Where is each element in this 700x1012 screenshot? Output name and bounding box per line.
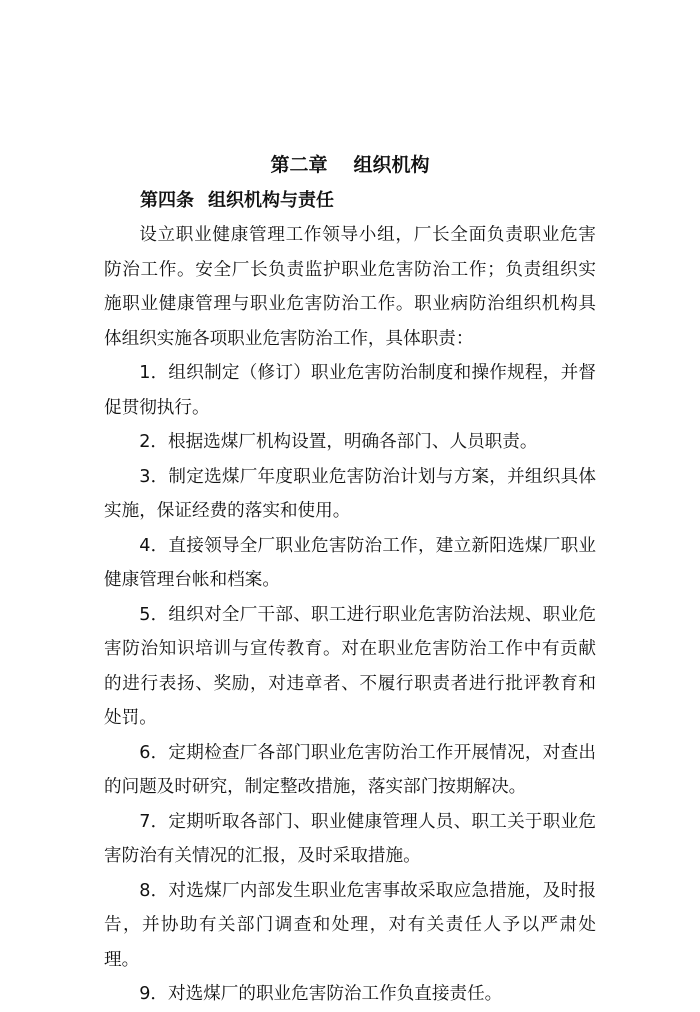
duty-item-6: 6．定期检查厂各部门职业危害防治工作开展情况，对查出的问题及时研究，制定整改措施，落实部门按期解决。 [104,742,596,797]
chapter-title: 组织机构 [353,154,430,176]
duty-item-4: 4．直接领导全厂职业危害防治工作，建立新阳选煤厂职业健康管理台帐和档案。 [104,535,596,590]
article-heading [140,186,334,212]
duty-item-3: 3．制定选煤厂年度职业危害防治计划与方案，并组织具体实施，保证经费的落实和使用。 [104,466,596,521]
duty-item-9: 9．对选煤厂的职业危害防治工作负直接责任。 [139,984,503,1004]
chapter-number: 第二章 [270,154,328,176]
article-title: 组织机构与责任 [208,190,334,211]
duty-item-7: 7．定期听取各部门、职业健康管理人员、职工关于职业危害防治有关情况的汇报，及时采取措施。 [104,811,596,866]
duty-item-5: 5．组织对全厂干部、职工进行职业危害防治法规、职业危害防治知识培训与宣传教育。对在职业危害防治工作中有贡献的进行表扬、奖励，对违章者、不履行职责者进行批评教育和处罚。 [104,604,596,728]
chapter-heading [0,150,700,177]
article-body [104,218,596,1012]
duty-item-8: 8．对选煤厂内部发生职业危害事故采取应急措施，及时报告，并协助有关部门调查和处理，对有关责任人予以严肃处理。 [104,880,596,970]
duty-item-2: 2．根据选煤厂机构设置，明确各部门、人员职责。 [139,432,538,452]
duty-item-1: 1．组织制定（修订）职业危害防治制度和操作规程，并督促贯彻执行。 [104,363,596,418]
intro-paragraph: 设立职业健康管理工作领导小组，厂长全面负责职业危害防治工作。安全厂长负责监护职业危害防治工作；负责组织实施职业健康管理与职业危害防治工作。职业病防治组织机构具体组织实施各项职业危害防治工作，具体职责： [104,225,596,349]
article-number: 第四条 [140,190,194,211]
